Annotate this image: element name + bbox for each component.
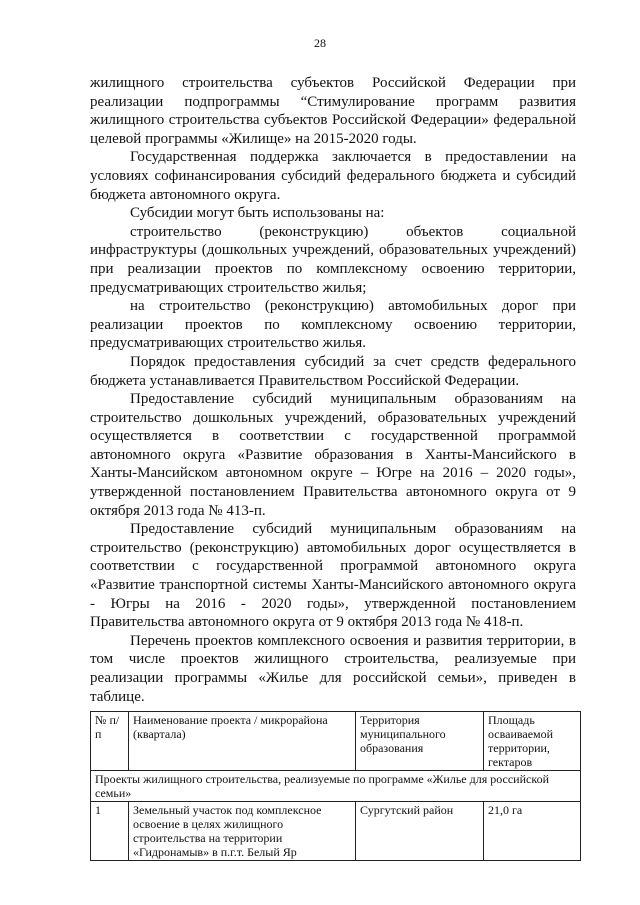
table-header-row <box>91 712 581 771</box>
paragraph: Государственная поддержка заключается в предоставлении на условиях софинансирования субсидий федерального бюджета и субсидий бюджета автономного округа. <box>90 149 576 203</box>
row-area: 21,0 га <box>484 802 581 861</box>
row-num: 1 <box>91 802 129 861</box>
header-territory: Территория муниципального образования <box>356 712 484 771</box>
paragraph: Порядок предоставления субсидий за счет средств федерального бюджета устанавливается Правительством Российской Федерации. <box>90 353 576 389</box>
table-section-row <box>91 771 581 802</box>
paragraph: строительство (реконструкцию) объектов социальной инфраструктуры (дошкольных учреждений, образовательных учреждений) при реализации проектов по комплексному освоению территории, предусматривающих строительство жилья; <box>90 223 576 296</box>
row-name: Земельный участок под комплексное освоение в целях жилищного строительства на территории «Гидронамыв» в п.г.т. Белый Яр <box>129 802 356 861</box>
table-row <box>91 802 581 861</box>
projects-table <box>90 711 581 861</box>
header-name: Наименование проекта / микрорайона (квартала) <box>129 712 356 771</box>
paragraph: Предоставление субсидий муниципальным образованиям на строительство (реконструкцию) автомобильных дорог осуществляется в соответствии с государственной программой автономного округа «Развитие транспортной системы Ханты-Мансийского автономного округа - Югры на 2016 - 2020 годы», утвержденной постановлением Правительства автономного округа от 9 октября 2013 года № 418-п. <box>90 521 576 631</box>
paragraph: Предоставление субсидий муниципальным образованиям на строительство дошкольных учреждений, образовательных учреждений осуществляется в соответствии с государственной программой автономного округа «Развитие образования в Ханты-Мансийского в Ханты-Мансийском автономном округе – Югре на 2016 – 2020 годы», утвержденной постановлением Правительства автономного округа от 9 октября 2013 года № 413-п. <box>90 391 576 519</box>
row-territory: Сургутский район <box>356 802 484 861</box>
document-body <box>90 74 576 706</box>
header-area: Площадь осваиваемой территории, гектаров <box>484 712 581 771</box>
paragraph: жилищного строительства субъектов Российской Федерации при реализации подпрограммы “Стимулирование программ развития жилищного строительства субъектов Российской Федерации» федеральной целевой программы «Жилище» на 2015-2020 годы. <box>90 75 576 147</box>
paragraph: Субсидии могут быть использованы на: <box>130 205 385 222</box>
paragraph: Перечень проектов комплексного освоения и развития территории, в том числе проектов жилищного строительства, реализуемые при реализации программы «Жилье для российской семьи», приведен в таблице. <box>90 632 576 705</box>
paragraph: на строительство (реконструкцию) автомобильных дорог при реализации проектов по комплексному освоению территории, предусматривающих строительство жилья. <box>90 298 576 352</box>
page-number: 28 <box>314 36 326 50</box>
header-num: № п/п <box>91 712 129 771</box>
section-title: Проекты жилищного строительства, реализуемые по программе «Жилье для российской семьи» <box>91 771 581 802</box>
